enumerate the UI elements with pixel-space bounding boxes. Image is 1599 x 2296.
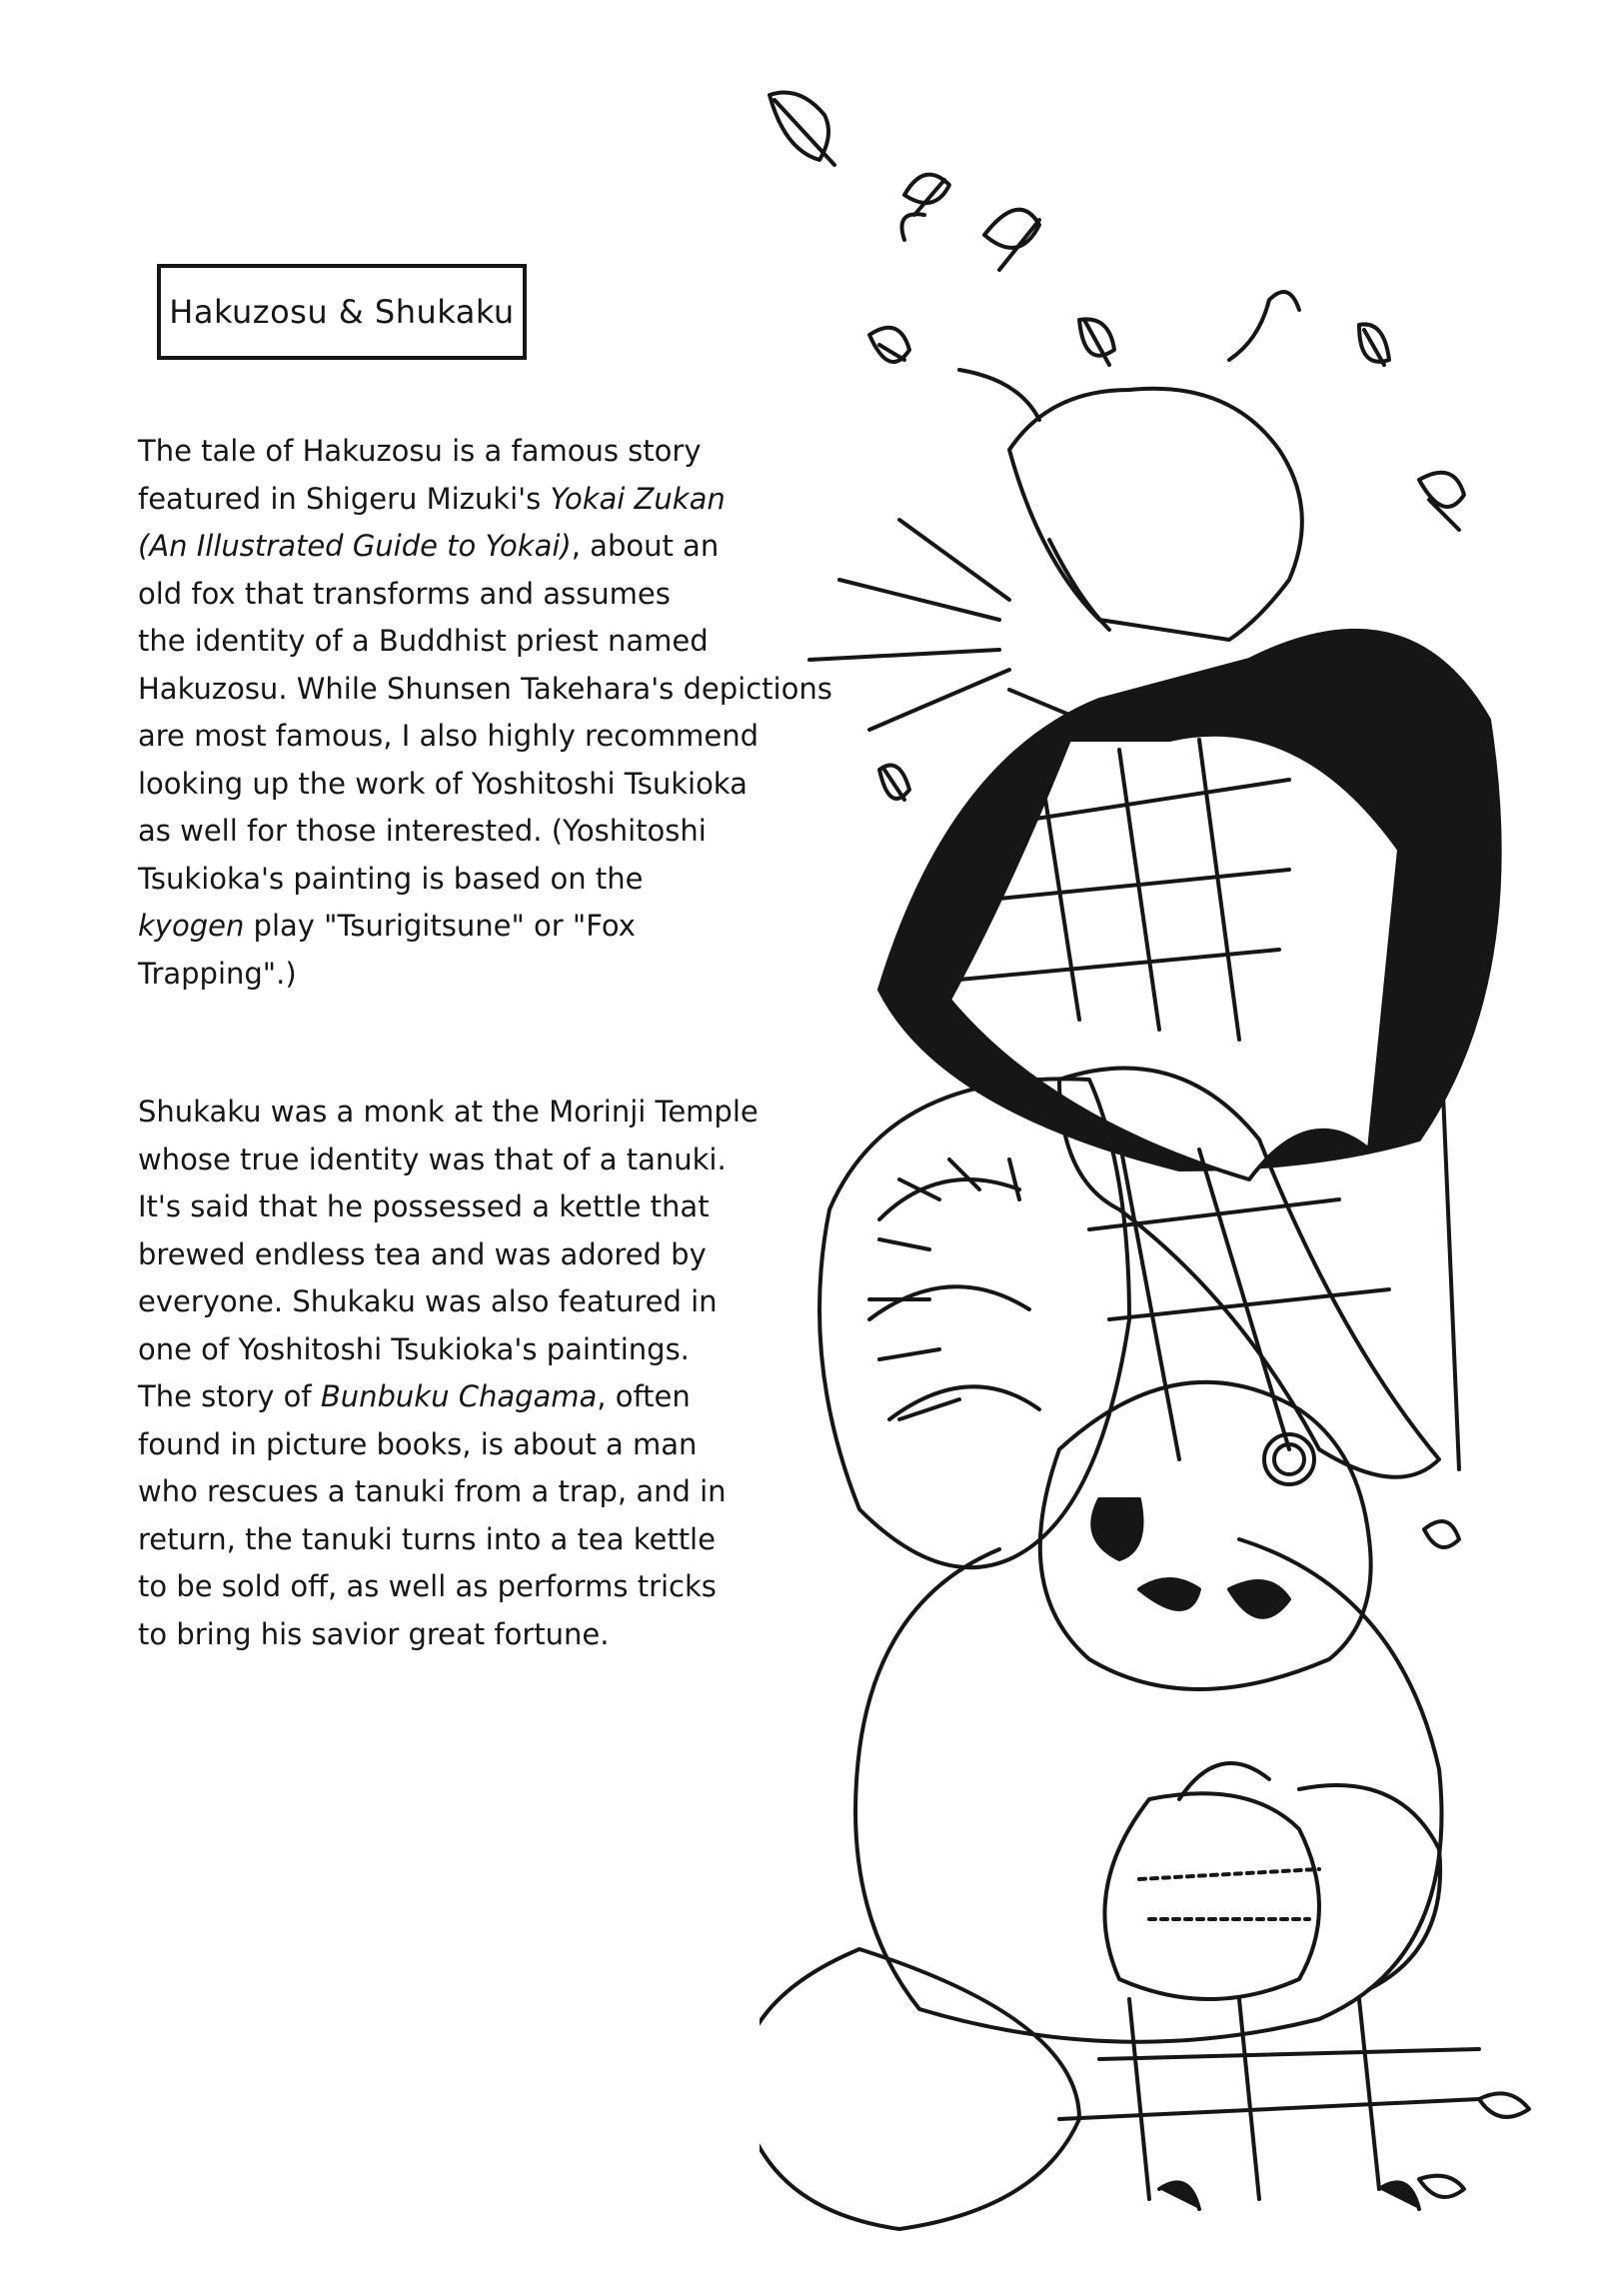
text-line: The tale of Hakuzosu is a famous story bbox=[138, 434, 702, 468]
text-line: to bring his savior great fortune. bbox=[138, 1616, 610, 1651]
text-line: It's said that he possessed a kettle that bbox=[138, 1189, 710, 1223]
text-line: kyogen play "Tsurigitsune" or "Fox bbox=[138, 909, 636, 943]
text-line: old fox that transforms and assumes bbox=[138, 576, 671, 611]
fox-and-tanuki-illustration bbox=[760, 0, 1599, 2296]
text-line: to be sold off, as well as performs tricks bbox=[138, 1569, 717, 1603]
text-line: Trapping".) bbox=[138, 956, 297, 991]
text-line: featured in Shigeru Mizuki's Yokai Zukan bbox=[138, 481, 726, 516]
section-title: Hakuzosu & Shukaku bbox=[157, 264, 527, 360]
tanuki-monk-figure bbox=[760, 1382, 1479, 2229]
text-line: who rescues a tanuki from a trap, and in bbox=[138, 1474, 727, 1508]
text-line: looking up the work of Yoshitoshi Tsukioka bbox=[138, 766, 748, 801]
text-line: the identity of a Buddhist priest named bbox=[138, 624, 709, 658]
text-line: Tsukioka's painting is based on the bbox=[138, 861, 644, 896]
hakuzosu-paragraph bbox=[138, 428, 832, 998]
text-line: found in picture books, is about a man bbox=[138, 1426, 698, 1461]
fox-tail bbox=[819, 1079, 1129, 1567]
text-line: brewed endless tea and was adored by bbox=[138, 1236, 707, 1271]
text-line: The story of Bunbuku Chagama, often bbox=[138, 1379, 691, 1413]
text-line: everyone. Shukaku was also featured in bbox=[138, 1284, 718, 1318]
text-line: Shukaku was a monk at the Morinji Temple bbox=[138, 1095, 759, 1129]
text-line: as well for those interested. (Yoshitoshi bbox=[138, 814, 707, 848]
text-line: one of Yoshitoshi Tsukioka's paintings. bbox=[138, 1331, 690, 1366]
text-line: whose true identity was that of a tanuki. bbox=[138, 1142, 727, 1176]
text-line: (An Illustrated Guide to Yokai), about an bbox=[138, 529, 720, 563]
text-line: Hakuzosu. While Shunsen Takehara's depictions bbox=[138, 671, 832, 706]
text-line: are most famous, I also highly recommend bbox=[138, 719, 759, 753]
text-line: return, the tanuki turns into a tea kettle bbox=[138, 1521, 716, 1556]
shukaku-paragraph bbox=[138, 1089, 798, 1658]
